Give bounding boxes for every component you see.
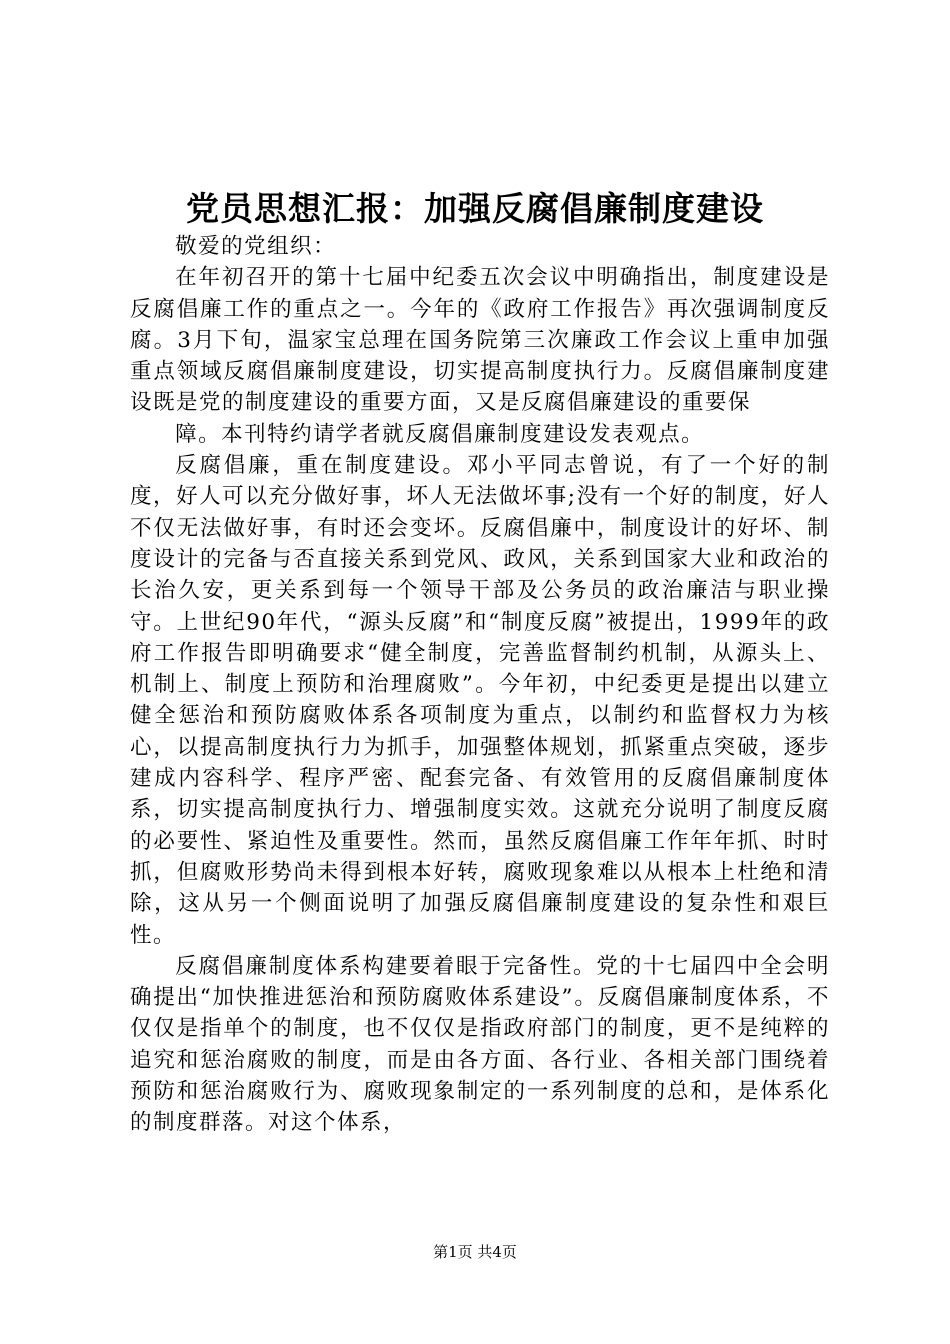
document-body	[130, 231, 830, 1139]
page-number-footer: 第1页 共4页	[433, 1243, 517, 1261]
paragraph-2: 障。本刊特约请学者就反腐倡廉制度建设发表观点。	[175, 421, 705, 447]
paragraph-3: 反腐倡廉，重在制度建设。邓小平同志曾说，有了一个好的制度，好人可以充分做好事，坏人无法做坏事;没有一个好的制度，好人不仅无法做好事，有时还会变坏。反腐倡廉中，制度设计的好坏、制度设计的完备与否直接关系到党风、政风，关系到国家大业和政治的长治久安，更关系到每一个领导干部及公务员的政治廉洁与职业操守。上世纪90年代，“源头反腐”和“制度反腐”被提出，1999年的政府工作报告即明确要求“健全制度，完善监督制约机制，从源头上、机制上、制度上预防和治理腐败”。今年初，中纪委更是提出以建立健全惩治和预防腐败体系各项制度为重点，以制约和监督权力为核心，以提高制度执行力为抓手，加强整体规划，抓紧重点突破，逐步建成内容科学、程序严密、配套完备、有效管用的反腐倡廉制度体系，切实提高制度执行力、增强制度实效。这就充分说明了制度反腐的必要性、紧迫性及重要性。然而，虽然反腐倡廉工作年年抓、时时抓，但腐败形势尚未得到根本好转，腐败现象难以从根本上杜绝和清除，这从另一个侧面说明了加强反腐倡廉制度建设的复杂性和艰巨性。	[130, 453, 830, 948]
document-title: 党员思想汇报：加强反腐倡廉制度建设	[186, 189, 764, 228]
salutation: 敬爱的党组织：	[175, 234, 337, 259]
paragraph-4: 反腐倡廉制度体系构建要着眼于完备性。党的十七届四中全会明确提出“加快推进惩治和预防腐败体系建设”。反腐倡廉制度体系，不仅仅是指单个的制度，也不仅仅是指政府部门的制度，更不是纯粹的追究和惩治腐败的制度，而是由各方面、各行业、各相关部门围绕着预防和惩治腐败行为、腐败现象制定的一系列制度的总和，是体系化的制度群落。对这个体系，	[130, 953, 830, 1136]
paragraph-1: 在年初召开的第十七届中纪委五次会议中明确指出，制度建设是反腐倡廉工作的重点之一。今年的《政府工作报告》再次强调制度反腐。3月下旬，温家宝总理在国务院第三次廉政工作会议上重申加强重点领域反腐倡廉制度建设，切实提高制度执行力。反腐倡廉制度建设既是党的制度建设的重要方面，又是反腐倡廉建设的重要保	[130, 265, 830, 416]
